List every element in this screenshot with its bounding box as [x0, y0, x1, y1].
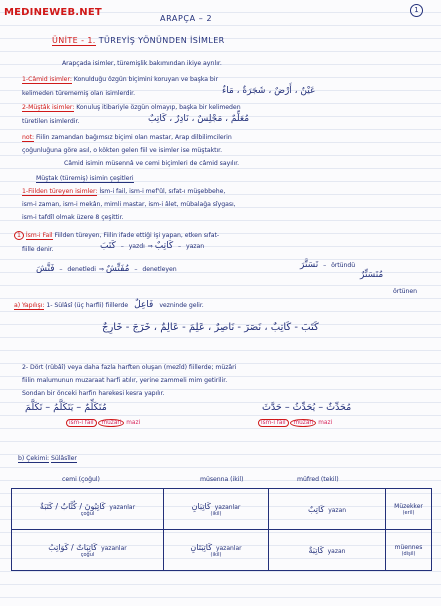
- row1-cemi-arabic: كَاتِبُونَ / كُتَّابٌ / كَتَبَةٌ: [39, 501, 106, 511]
- camid-line1: [22, 76, 218, 83]
- pair2-tag-muzari: müzari: [290, 419, 316, 427]
- yapilisi-pattern: فَاعِلٌ: [134, 300, 154, 310]
- unit-prefix: ÜNİTE - 1.: [52, 36, 96, 45]
- ismfail-label: İsm-i Fail: [25, 232, 53, 239]
- site-watermark: MEDINEWEB.NET: [4, 7, 102, 18]
- ex2-arabic-participle: مُفَتِّشٌ: [105, 264, 130, 274]
- row1-cemi-tr2: çoğul: [80, 510, 95, 517]
- ismfail-def1: Fiilden türeyen, Fiilin ifade ettiği işi yapan, etken sıfat-: [54, 232, 220, 239]
- ex2-turkish-verb: denetledi: [67, 266, 96, 273]
- pair2-participle: مُحَدِّثٌ: [326, 402, 352, 413]
- ismfail-def2: fiille denir.: [22, 246, 54, 253]
- pair2-tags: [258, 420, 332, 426]
- mustak-examples: مُعَلِّمٌ ، مَجْلِسٌ ، نَادِرٌ ، كَاتِبٌ: [148, 114, 250, 124]
- page-title: ARAPÇA – 2: [160, 14, 213, 23]
- intro-text: Arapçada isimler, türemişlik bakımından ikiye ayrılır.: [62, 60, 222, 67]
- note-line1: [22, 134, 232, 141]
- row1-cemi: [12, 489, 164, 530]
- note-text2: çoğunluğuna göre asıl, o kökten gelen fiil ve isimler ise müştaktır.: [22, 147, 223, 154]
- yapilisi-rule2-line3: Sondan bir önceki harfin harekesi kesra yapılır.: [22, 390, 165, 397]
- types-text1: İsm-i fail, ism-i mef'ûl, sıfat-ı müşebbehe,: [99, 188, 226, 195]
- row2-mufred-tr: yazan: [327, 547, 346, 555]
- yapilisi-examples1: كَتَبَ - كَاتِبٌ ، نَصَرَ - نَاصِرٌ ، عَلِمَ - عَالِمٌ ، خَرَجَ - خَارِجٌ: [102, 322, 319, 333]
- yapilisi-rule1-end: vezninde gelir.: [159, 302, 204, 309]
- yapilisi-line: [14, 300, 204, 310]
- row2-musenna-tr2: (ikil): [210, 551, 222, 558]
- camid-label: 1-Câmid isimler:: [22, 76, 72, 83]
- ex3-turkish-verb: örtündü: [331, 262, 356, 269]
- col-header-musenna: müsenna (ikil): [200, 476, 244, 483]
- row2-gender: [386, 530, 432, 571]
- yapilisi-rule2-line1: 2- Dört (rübâî) veya daha fazla harften oluşan (mezîd) fiillerde; müzâri: [22, 364, 237, 371]
- col-header-mufred: müfred (tekil): [297, 476, 339, 483]
- types-label: 1-Fiilden türeyen isimler:: [22, 188, 98, 195]
- conjugation-table: [11, 488, 432, 571]
- ex2-arabic-verb: فَتَّشَ: [36, 264, 55, 274]
- row1-musenna-tr2: (ikil): [210, 510, 222, 517]
- cekimi-label: b) Çekimi:: [18, 455, 50, 462]
- row1-musenna-tr: yazanlar: [214, 503, 241, 511]
- row1-musenna: [164, 489, 269, 530]
- yapilisi-rule1: 1- Sülâsî (üç harfli) fiillerde: [46, 302, 129, 309]
- ismfail-example1: كَتَبَ – yazdı ⇒ كَاتِبٌ – yazan: [100, 241, 205, 251]
- note-text1: Fiilin zamandan bağımsız biçimi olan mastar, Arap dilbilimcilerin: [35, 134, 232, 141]
- note-label: not:: [22, 134, 35, 141]
- row2-cemi-tr: yazanlar: [101, 544, 127, 552]
- pair1-examples: مُتَكَلِّمٌ – يَتَكَلَّمُ – تَكَلَّمَ: [25, 402, 107, 413]
- row1-mufred-tr: yazan: [328, 506, 347, 514]
- row2-gender-label: müennes: [394, 543, 423, 551]
- row1-gender-label: Müzekker: [394, 502, 423, 510]
- row1-mufred: [269, 489, 386, 530]
- pair1-muzari: يَتَكَلَّمُ: [53, 402, 74, 413]
- row2-cemi-tr2: çoğul: [80, 551, 95, 558]
- types-text2: ism-i zaman, ism-i mekân, mimli mastar, ism-i âlet, mübalağa sîygası,: [22, 201, 236, 208]
- pair2-mazi: حَدَّثَ: [262, 402, 282, 413]
- ismfail-example3b: [360, 270, 383, 280]
- unit-heading: [52, 36, 225, 45]
- row2-cemi-arabic: كَاتِبَاتٌ / كَوَاتِبُ: [48, 542, 98, 552]
- types-text3: ism-i tafdîl olmak üzere 8 çeşittir.: [22, 214, 124, 221]
- pair2-muzari: يُحَدِّثُ: [292, 402, 316, 413]
- mustak-text2: türetilen isimlerdir.: [22, 118, 80, 125]
- row2-cemi: [12, 530, 164, 571]
- table-row: [12, 530, 432, 571]
- pair2-tag-mazi: mazi: [318, 420, 333, 426]
- row2-gender-sub: (dişil): [401, 550, 416, 557]
- pair1-mazi: تَكَلَّمَ: [25, 402, 43, 413]
- ex3-arabic-participle: مُتَسَتِّرٌ: [360, 270, 384, 280]
- pair1-tag-mazi: mazi: [126, 420, 141, 426]
- types-line1: [22, 188, 225, 195]
- ex1-turkish-verb: yazdı: [128, 243, 145, 250]
- pair2-examples: مُحَدِّثٌ – يُحَدِّثُ – حَدَّثَ: [262, 402, 352, 413]
- table-row: [12, 489, 432, 530]
- ismfail-number: 1: [14, 231, 24, 240]
- ex2-turkish-participle: denetleyen: [142, 266, 177, 273]
- row1-mufred-arabic: كَاتِبٌ: [307, 504, 325, 514]
- camid-text1: Konulduğu özgün biçimini koruyan ve başka bir: [73, 76, 218, 83]
- mustak-line1: [22, 104, 241, 111]
- row2-musenna: [164, 530, 269, 571]
- ismfail-example3: تَسَتَّرَ – örtündü: [300, 260, 356, 270]
- yapilisi-label: a) Yapılışı:: [14, 302, 45, 309]
- ismfail-line1: [14, 232, 219, 239]
- page-number: 1: [410, 4, 423, 17]
- row2-mufred-arabic: كَاتِبَةٌ: [308, 545, 324, 555]
- cekimi-sub: Sülâsîler: [51, 455, 77, 462]
- ex1-arabic-verb: كَتَبَ: [100, 241, 116, 251]
- ex3-arabic-verb: تَسَتَّرَ: [300, 260, 319, 270]
- mustak-label: 2-Müştâk isimler:: [22, 104, 75, 111]
- row2-mufred: [269, 530, 386, 571]
- pair2-tag-fail: ism-i fail: [258, 419, 289, 427]
- camid-text2: kelimeden türememiş olan isimlerdir.: [22, 90, 136, 97]
- note-text3: Câmid isimin müsennâ ve cemi biçimleri de câmid sayılır.: [64, 160, 240, 167]
- pair1-tag-fail: ism-i fail: [66, 419, 97, 427]
- ex1-turkish-participle: yazan: [185, 243, 205, 250]
- pair1-participle: مُتَكَلِّمٌ: [84, 402, 107, 413]
- yapilisi-rule2-line2: fiilin malumunun muzaraat harfi atılır, yerine zammeli mim getirilir.: [22, 377, 228, 384]
- ex1-arabic-participle: كَاتِبٌ: [154, 241, 174, 251]
- row1-gender-sub: (eril): [402, 509, 415, 516]
- row1-cemi-tr: yazanlar: [109, 503, 136, 511]
- camid-examples: عَيْنٌ ، أَرْضٌ ، شَجَرَةٌ ، مَاءٌ: [222, 86, 316, 96]
- col-header-cemi: cemi (çoğul): [62, 476, 100, 483]
- ex3-turkish-participle: örtünen: [393, 288, 417, 295]
- types-heading: Müştak (türemiş) isimin çeşitleri: [36, 175, 134, 182]
- cekimi-line: [18, 455, 77, 462]
- row2-musenna-tr: yazanlar: [215, 544, 242, 552]
- unit-title: TÜREYİŞ YÖNÜNDEN İSİMLER: [98, 36, 225, 45]
- ismfail-example2: فَتَّشَ – denetledi ⇒ مُفَتِّشٌ – denetleyen: [36, 264, 177, 274]
- row1-gender: [386, 489, 432, 530]
- row2-musenna-arabic: كَاتِبَتَانِ: [190, 542, 213, 552]
- pair1-tags: [66, 420, 140, 426]
- mustak-text1: Konuluş itibariyle özgün olmayıp, başka bir kelimeden: [76, 104, 241, 111]
- pair1-tag-muzari: müzari: [98, 419, 124, 427]
- row1-musenna-arabic: كَاتِبَانِ: [191, 501, 211, 511]
